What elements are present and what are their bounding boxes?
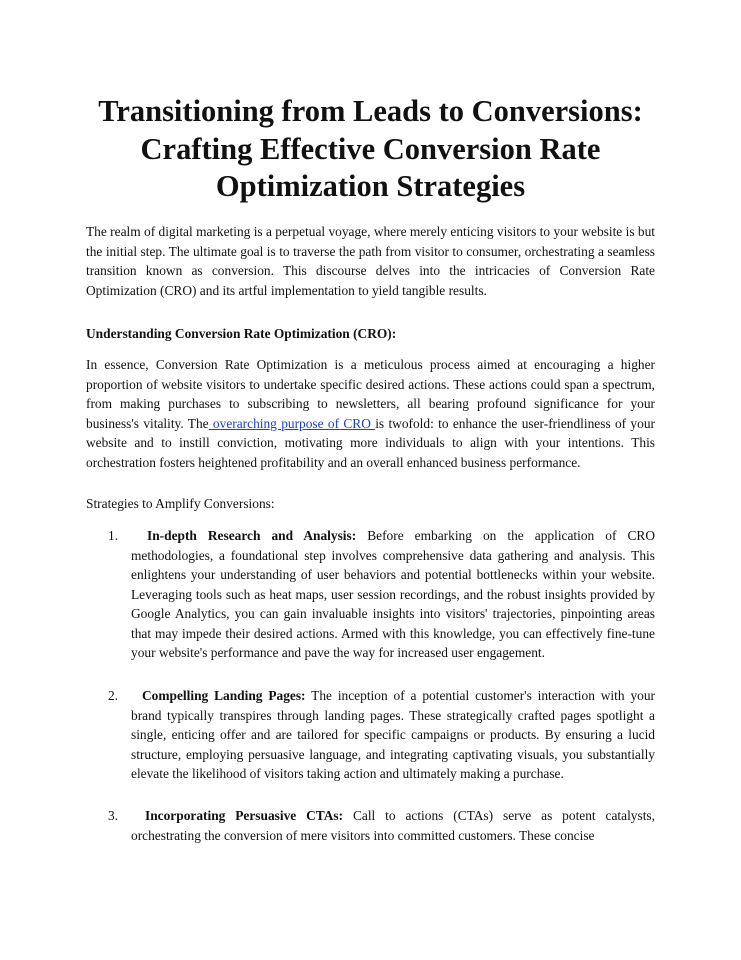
page-title: Transitioning from Leads to Conversions: Crafting Effective Conversion Rate Optimization Strategies — [98, 94, 643, 203]
cro-text-before-link: In essence, Conversion Rate Optimization is a meticulous process aimed at encouraging a higher proportion of website visitors to undertake specific desired actions. These actions could span a spectrum, from making purchases to subscribing to newsletters, all bearing profound significance for your business's vitality. The — [86, 357, 655, 431]
list-item-lead: In-depth Research and Analysis: — [147, 528, 357, 543]
list-item-text: The inception of a potential customer's interaction with your brand typically transpires through landing pages. These strategically crafted pages spotlight a single, enticing offer and are tailored for specific campaigns or products. By ensuring a lucid structure, employing persuasive language, and integrating captivating visuals, you substantially elevate the likelihood of visitors taking action and ultimately making a purchase. — [131, 688, 655, 781]
list-item-text: Call to actions (CTAs) serve as potent catalysts, orchestrating the conversion of mere visitors into committed customers. These concise — [131, 808, 655, 843]
list-item-number: 2. — [108, 688, 119, 703]
strategies-heading: Strategies to Amplify Conversions: — [86, 496, 275, 511]
list-item-number: 3. — [108, 808, 119, 823]
list-item-text: Before embarking on the application of CRO methodologies, a foundational step involves comprehensive data gathering and analysis. This enlightens your understanding of user behaviors and potential bottlenecks within your website. Leveraging tools such as heat maps, user session recordings, and the robust insights provided by Google Analytics, you can gain invaluable insights into visitors' trajectories, pinpointing areas that may impede their desired actions. Armed with this knowledge, you can effectively fine-tune your website's performance and pave the way for increased user engagement. — [131, 528, 655, 660]
cro-text-after-link: is twofold: to enhance the user-friendliness of your website and to instill conviction, motivating more individuals to align with your intentions. This orchestration fosters heightened profitability and an overall enhanced business performance. — [86, 415, 655, 470]
list-item — [108, 686, 655, 784]
overarching-purpose-link[interactable]: overarching purpose of CRO — [208, 415, 376, 431]
list-item — [108, 806, 655, 845]
list-item-lead: Incorporating Persuasive CTAs: — [145, 808, 344, 823]
list-item-lead: Compelling Landing Pages: — [142, 688, 306, 703]
intro-paragraph: The realm of digital marketing is a perpetual voyage, where merely enticing visitors to your website is but the initial step. The ultimate goal is to traverse the path from visitor to consumer, orchestrating a seamless transition known as conversion. This discourse delves into the intricacies of Conversion Rate Optimization (CRO) and its artful implementation to yield tangible results. — [86, 224, 655, 298]
list-item — [108, 526, 655, 663]
list-item-number: 1. — [108, 528, 119, 543]
section-heading: Understanding Conversion Rate Optimization (CRO): — [86, 326, 397, 341]
cro-paragraph — [86, 355, 655, 472]
